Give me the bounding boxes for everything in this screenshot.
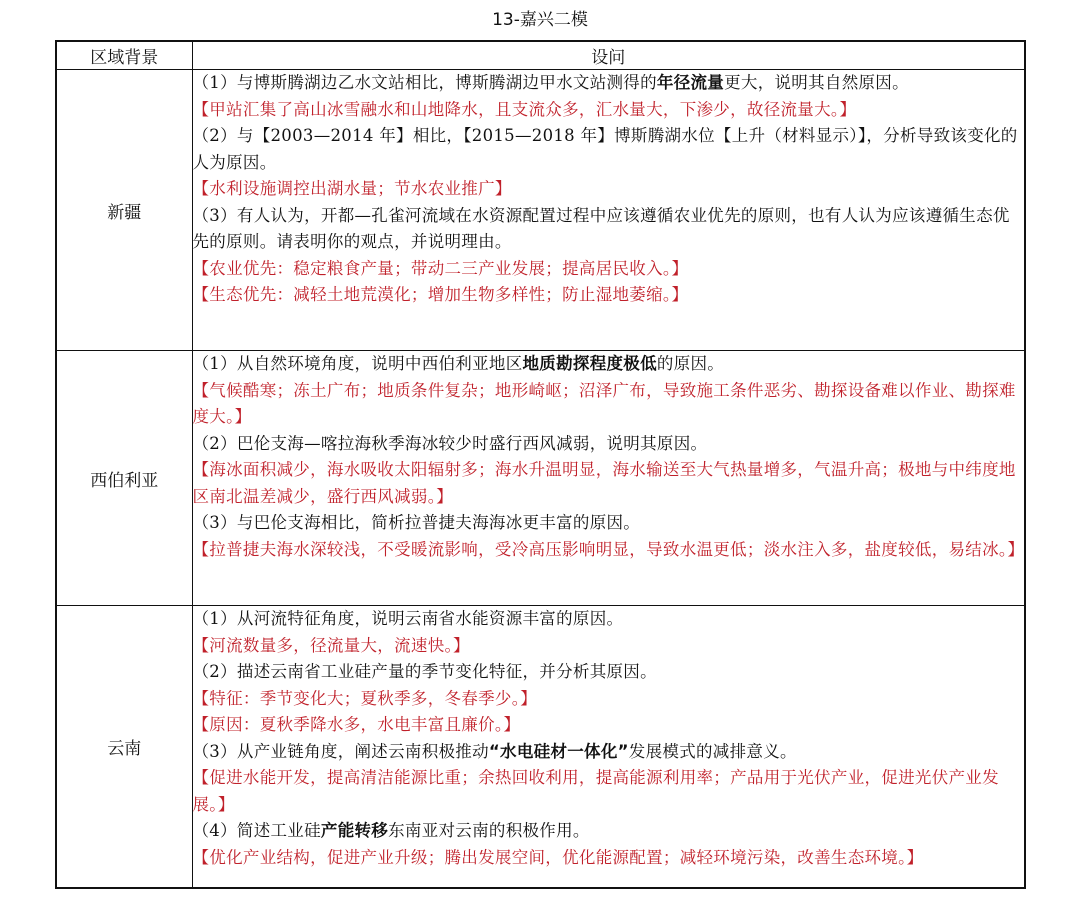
question-text: （1）从河流特征角度，说明云南省水能资源丰富的原因。	[192, 609, 624, 628]
question-text: （1）与博斯腾湖边乙水文站相比，博斯腾湖边甲水文站测得的年径流量更大，说明其自然原因。	[192, 73, 909, 92]
table-header-row	[56, 41, 1025, 70]
header-questions: 设问	[192, 41, 1025, 70]
emphasis-text: 地质勘探程度极低	[522, 354, 657, 373]
region-cell: 西伯利亚	[56, 351, 192, 606]
table-row	[56, 70, 1025, 351]
answer-text: 【促进水能开发，提高清洁能源比重；余热回收利用，提高能源利用率；产品用于光伏产业，促进光伏产业发展。】	[192, 768, 999, 814]
answer-text: 【海冰面积减少，海水吸收太阳辐射多；海水升温明显，海水输送至大气热量增多，气温升高；极地与中纬度地区南北温差减少，盛行西风减弱。】	[192, 460, 1016, 506]
answer-text: 【水利设施调控出湖水量；节水农业推广】	[192, 179, 512, 198]
answer-text: 【优化产业结构，促进产业升级；腾出发展空间，优化能源配置；减轻环境污染，改善生态环境。】	[192, 847, 924, 867]
region-cell: 云南	[56, 606, 192, 889]
question-cell	[192, 351, 1025, 606]
table-row	[56, 351, 1025, 606]
answer-text: 【生态优先：减轻土地荒漠化；增加生物多样性；防止湿地萎缩。】	[192, 285, 689, 304]
region-cell: 新疆	[56, 70, 192, 351]
emphasis-text: 产能转移	[320, 821, 389, 840]
answer-text: 【特征：季节变化大；夏秋季多，冬春季少。】	[192, 688, 538, 708]
question-text: （2）与【2003—2014 年】相比，【2015—2018 年】博斯腾湖水位【上升（材料显示）】，分析导致该变化的人为原因。	[192, 126, 1018, 172]
page-title: 13-嘉兴二模	[492, 10, 588, 30]
question-text: （2）巴伦支海—喀拉海秋季海冰较少时盛行西风减弱，说明其原因。	[192, 433, 708, 453]
question-text: （1）从自然环境角度，说明中西伯利亚地区地质勘探程度极低的原因。	[192, 354, 725, 373]
question-cell	[192, 70, 1025, 351]
question-text: （3）从产业链角度，阐述云南积极推动“水电硅材一体化”发展模式的减排意义。	[192, 741, 797, 761]
question-text: （4）简述工业硅产能转移东南亚对云南的积极作用。	[192, 821, 590, 840]
question-table	[55, 40, 1026, 889]
question-text: （3）与巴伦支海相比，简析拉普捷夫海海冰更丰富的原因。	[192, 513, 641, 532]
header-region: 区域背景	[56, 41, 192, 70]
emphasis-text: “水电硅材一体化”	[488, 741, 629, 761]
answer-text: 【原因：夏秋季降水多，水电丰富且廉价。】	[192, 715, 521, 734]
answer-text: 【拉普捷夫海水深较浅，不受暖流影响，受冷高压影响明显，导致水温更低；淡水注入多，盐度较低，易结冰。】	[192, 539, 1025, 559]
question-text: （3）有人认为，开都—孔雀河流域在水资源配置过程中应该遵循农业优先的原则，也有人认为应该遵循生态优先的原则。请表明你的观点，并说明理由。	[192, 205, 1010, 251]
question-text: （2）描述云南省工业硅产量的季节变化特征，并分析其原因。	[192, 662, 657, 681]
table-row	[56, 606, 1025, 889]
emphasis-text: 年径流量	[656, 73, 725, 92]
answer-text: 【河流数量多，径流量大，流速快。】	[192, 635, 470, 655]
question-cell	[192, 606, 1025, 889]
answer-text: 【甲站汇集了高山冰雪融水和山地降水，且支流众多，汇水量大，下渗少，故径流量大。】	[192, 99, 857, 119]
answer-text: 【气候酷寒；冻土广布；地质条件复杂；地形崎岖；沼泽广布，导致施工条件恶劣、勘探设备难以作业、勘探难度大。】	[192, 380, 1016, 426]
answer-text: 【农业优先：稳定粮食产量；带动二三产业发展；提高居民收入。】	[192, 258, 689, 278]
